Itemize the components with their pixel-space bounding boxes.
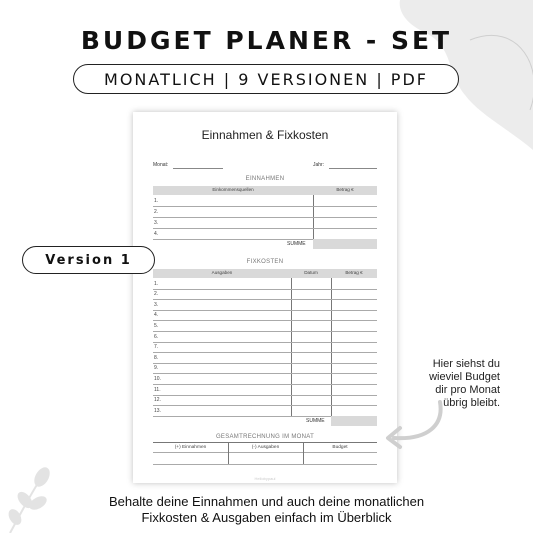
einnahmen-row-num: 1. (154, 198, 159, 204)
fixkosten-row-num: 12. (154, 397, 161, 404)
fixkosten-row-line (153, 342, 377, 343)
fixkosten-row-line (153, 373, 377, 374)
side-note-line: wieviel Budget (429, 371, 500, 383)
fixkosten-row-line (153, 331, 377, 332)
fixkosten-summe-label: SUMME (306, 418, 325, 424)
version-badge: Version 1 (22, 246, 155, 274)
fixkosten-row-line (153, 384, 377, 385)
gesamt-mid-line (153, 452, 377, 453)
fixkosten-row-line (153, 299, 377, 300)
fixkosten-row-num: 7. (154, 344, 159, 351)
einnahmen-row-num: 3. (154, 220, 159, 226)
page-title: BUDGET PLANER - SET (80, 26, 453, 55)
jahr-label: Jahr: (313, 162, 325, 168)
fixkosten-row-line (153, 320, 377, 321)
fixkosten-row-num: 11. (154, 386, 161, 393)
caption-line: Behalte deine Einnahmen und auch deine monatlichen (108, 494, 425, 509)
fixkosten-col-amount: Betrag € (345, 270, 363, 275)
einnahmen-row-num: 4. (154, 231, 159, 237)
fixkosten-row-line (153, 405, 377, 406)
jahr-line (329, 168, 377, 169)
fixkosten-row-num: 4. (154, 312, 159, 319)
fixkosten-col-date: Datum (304, 270, 318, 275)
side-note-line: dir pro Monat (435, 384, 500, 396)
gesamt-top-line (153, 442, 377, 443)
fixkosten-row-line (153, 352, 377, 353)
fixkosten-row-num: 10. (154, 375, 161, 382)
fixkosten-summe-box (331, 416, 377, 426)
gesamt-title: GESAMTRECHNUNG IM MONAT (215, 434, 315, 440)
einnahmen-title: EINNAHMEN (245, 176, 285, 182)
gesamt-divider-1 (228, 442, 229, 464)
document-title: Einnahmen & Fixkosten (201, 128, 329, 142)
fixkosten-row-line (153, 289, 377, 290)
einnahmen-summe-label: SUMME (287, 241, 306, 247)
curved-arrow-icon (378, 400, 448, 450)
einnahmen-col-amount: Betrag € (336, 187, 354, 192)
einnahmen-row-line (153, 228, 377, 229)
fixkosten-row-num: 3. (154, 301, 159, 308)
caption-line: Fixkosten & Ausgaben einfach im Überblick (141, 510, 392, 525)
side-note-line: Hier siehst du (432, 358, 500, 370)
gesamt-col-income: (+) Einnahmen (174, 445, 207, 450)
fixkosten-row-line (153, 363, 377, 364)
side-note-line: übrig bleibt. (443, 397, 500, 409)
planner-page (133, 112, 397, 483)
fixkosten-row-line (153, 395, 377, 396)
einnahmen-row-line (153, 217, 377, 218)
gesamt-col-budget: Budget (332, 445, 348, 450)
monat-label: Monat: (153, 162, 169, 168)
watermark: Hellobypaul (254, 476, 276, 481)
fixkosten-row-line (153, 310, 377, 311)
fixkosten-row-num: 5. (154, 322, 159, 329)
einnahmen-col-source: Einkommensquellen (212, 187, 254, 192)
fixkosten-col-expenses: Ausgaben (211, 270, 233, 275)
einnahmen-summe-box (313, 239, 377, 249)
caption (0, 494, 533, 526)
fixkosten-row-num: 9. (154, 365, 159, 372)
fixkosten-row-num: 13. (154, 407, 161, 414)
fixkosten-row-num: 8. (154, 354, 159, 361)
subtitle-pill: MONATLICH | 9 VERSIONEN | PDF (73, 64, 459, 94)
fixkosten-row-num: 2. (154, 291, 159, 298)
fixkosten-title: FIXKOSTEN (246, 259, 284, 265)
gesamt-bottom-line (153, 464, 377, 465)
einnahmen-header (153, 186, 377, 195)
einnahmen-row-line (153, 206, 377, 207)
fixkosten-row-num: 1. (154, 280, 159, 287)
gesamt-divider-2 (303, 442, 304, 464)
fixkosten-row-num: 6. (154, 333, 159, 340)
monat-line (173, 168, 223, 169)
fixkosten-header (153, 269, 377, 278)
einnahmen-row-num: 2. (154, 209, 159, 215)
gesamt-col-expenses: (-) Ausgaben (251, 445, 280, 450)
